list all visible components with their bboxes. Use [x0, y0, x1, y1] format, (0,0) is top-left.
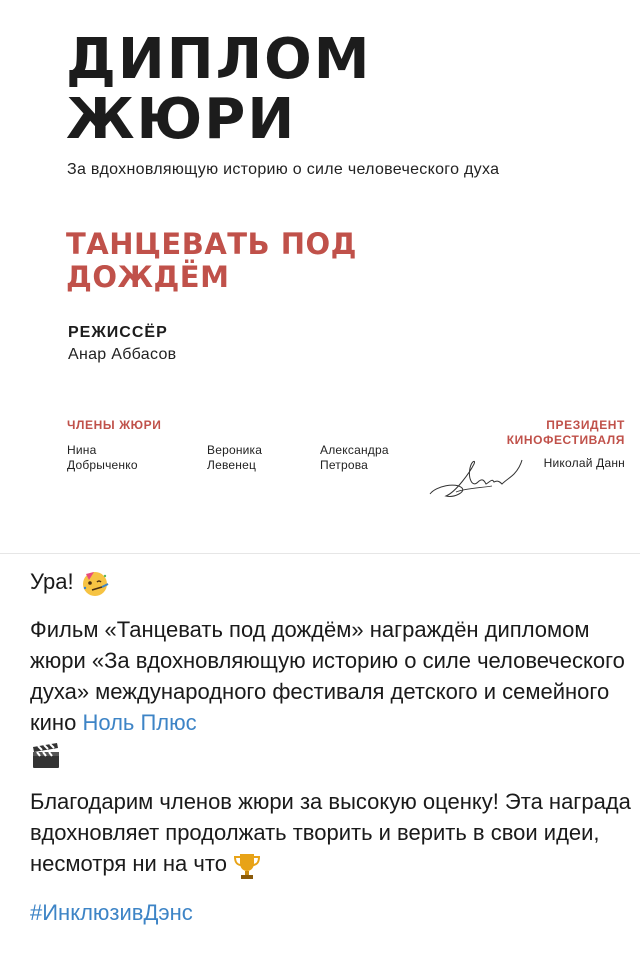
diploma-title — [66, 27, 372, 152]
jury-first-name: Александра — [320, 443, 389, 457]
greeting-text: Ура! — [30, 569, 74, 594]
diploma-title-line2: ЖЮРИ — [66, 87, 297, 152]
paragraph-1-text: Фильм «Танцевать под дождём» награждён дипломом жюри «За вдохновляющую историю о силе человеческого духа» международного фестиваля детского и семейного кино — [30, 617, 625, 736]
partying-face-emoji — [80, 568, 110, 598]
paragraph-2-text: Благодарим членов жюри за высокую оценку! Эта награда вдохновляет продолжать творить и верить в свои идеи, несмотря ни на что — [30, 789, 631, 877]
jury-member — [67, 443, 138, 473]
jury-last-name: Петрова — [320, 458, 369, 472]
greeting-line — [30, 566, 640, 598]
jury-first-name: Вероника — [207, 443, 263, 457]
hashtag-link[interactable]: #ИнклюзивДэнс — [30, 899, 193, 925]
jury-first-name: Нина — [67, 443, 97, 457]
diploma-title-line1: ДИПЛОМ — [66, 27, 372, 92]
president-title-line2: КИНОФЕСТИВАЛЯ — [506, 433, 625, 447]
post-text — [30, 566, 640, 944]
trophy-emoji — [233, 851, 261, 881]
jury-last-name: Левенец — [207, 458, 257, 472]
film-title-line2: ДОЖДЁМ — [66, 260, 230, 294]
paragraph-1 — [30, 614, 640, 770]
president-title-line1: ПРЕЗИДЕНТ — [546, 418, 625, 432]
film-title-line1: ТАНЦЕВАТЬ ПОД — [66, 227, 357, 261]
signature-image — [426, 452, 526, 507]
clapper-board-emoji — [30, 740, 62, 770]
jury-member — [207, 443, 262, 473]
jury-member — [320, 443, 389, 473]
jury-last-name: Добрыченко — [67, 458, 138, 472]
president-title — [507, 418, 625, 448]
paragraph-2 — [30, 786, 640, 880]
film-title — [66, 228, 357, 294]
diploma-subtitle: За вдохновляющую историю о силе человеческого духа — [67, 161, 500, 178]
divider — [0, 553, 640, 554]
jury-title: ЧЛЕНЫ ЖЮРИ — [67, 418, 162, 432]
president-name: Николай Данн — [543, 456, 625, 470]
festival-link[interactable]: Ноль Плюс — [82, 710, 197, 736]
director-name: Анар Аббасов — [68, 346, 177, 363]
director-role: РЕЖИССЁР — [68, 324, 168, 341]
hashtag-line — [30, 897, 640, 928]
